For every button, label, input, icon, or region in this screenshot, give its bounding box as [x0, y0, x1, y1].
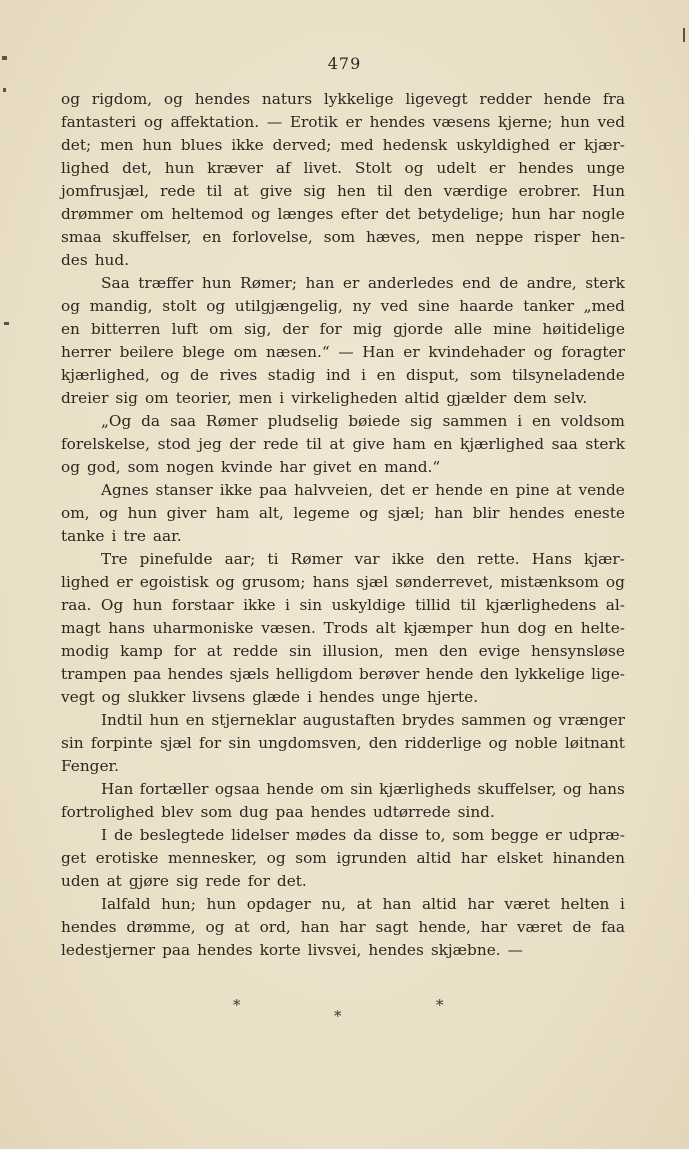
- text-line: Saa træffer hun Rømer; han er anderledes end de andre, sterk: [101, 274, 625, 292]
- text-line: en bitterren luft om sig, der for mig gjorde alle mine høitidelige: [61, 320, 625, 338]
- text-line: modig kamp for at redde sin illusion, men den evige hensynsløse: [61, 642, 625, 660]
- text-line: og mandig, stolt og utilgjængelig, ny ved sine haarde tanker „med: [61, 297, 625, 315]
- text-line: Agnes stanser ikke paa halvveien, det er hende en pine at vende: [101, 481, 625, 499]
- text-line: kjærlighed, og de rives stadig ind i en disput, som tilsyneladende: [61, 366, 625, 384]
- text-line: dreier sig om teorier, men i virkeligheden altid gjælder dem selv.: [61, 389, 588, 407]
- text-line: lighed er egoistisk og grusom; hans sjæl sønderrevet, mistænksom og: [61, 573, 625, 591]
- text-line: hendes drømme, og at ord, han har sagt hende, har været de faa: [61, 918, 625, 936]
- text-line: raa. Og hun forstaar ikke i sin uskyldige tillid til kjærlighedens al-: [61, 596, 625, 614]
- text-line: lighed det, hun kræver af livet. Stolt og udelt er hendes unge: [61, 159, 625, 177]
- margin-speck: [4, 322, 9, 325]
- text-line: get erotiske mennesker, og som igrunden altid har elsket hinanden: [61, 849, 625, 867]
- text-line: fortrolighed blev som dug paa hendes udtørrede sind.: [61, 803, 495, 821]
- text-line: drømmer om heltemod og længes efter det betydelige; hun har nogle: [61, 205, 625, 223]
- margin-speck: [683, 28, 685, 42]
- text-line: „Og da saa Rømer pludselig bøiede sig sammen i en voldsom: [101, 412, 625, 430]
- ornament-star: *: [334, 1007, 342, 1025]
- body-text: [61, 88, 625, 962]
- text-line: vegt og slukker livsens glæde i hendes unge hjerte.: [61, 688, 479, 706]
- text-line: Han fortæller ogsaa hende om sin kjærligheds skuffelser, og hans: [101, 780, 625, 798]
- text-line: og god, som nogen kvinde har givet en mand.“: [61, 458, 441, 476]
- text-line: I de beslegtede lidelser mødes da disse to, som begge er udpræ-: [101, 826, 625, 844]
- ornament-star: *: [233, 996, 241, 1014]
- text-line: uden at gjøre sig rede for det.: [61, 872, 307, 890]
- text-line: forelskelse, stod jeg der rede til at give ham en kjærlighed saa sterk: [61, 435, 625, 453]
- text-line: og rigdom, og hendes naturs lykkelige ligevegt redder hende fra: [61, 90, 625, 108]
- text-line: Indtil hun en stjerneklar augustaften brydes sammen og vrænger: [101, 711, 625, 729]
- text-line: des hud.: [61, 251, 130, 269]
- text-line: jomfrusjæl, rede til at give sig hen til den værdige erobrer. Hun: [61, 182, 625, 200]
- text-line: fantasteri og affektation. — Erotik er hendes væsens kjerne; hun ved: [61, 113, 625, 131]
- margin-speck: [3, 88, 6, 92]
- text-line: det; men hun blues ikke derved; med hedensk uskyldighed er kjær-: [61, 136, 625, 154]
- section-break-ornament: [0, 996, 689, 1026]
- text-line: herrer beilere blege om næsen.“ — Han er kvindehader og foragter: [61, 343, 625, 361]
- page-number: 479: [327, 54, 362, 73]
- text-line: sin forpinte sjæl for sin ungdomsven, den ridderlige og noble løitnant: [61, 734, 625, 752]
- text-line: Ialfald hun; hun opdager nu, at han altid har været helten i: [101, 895, 625, 913]
- text-line: trampen paa hendes sjæls helligdom berøver hende den lykkelige lige-: [61, 665, 625, 683]
- text-line: om, og hun giver ham alt, legeme og sjæl; han blir hendes eneste: [61, 504, 625, 522]
- text-line: magt hans uharmoniske væsen. Trods alt kjæmper hun dog en helte-: [61, 619, 625, 637]
- text-line: ledestjerner paa hendes korte livsvei, hendes skjæbne. —: [61, 941, 523, 959]
- text-line: Fenger.: [61, 757, 120, 775]
- text-line: tanke i tre aar.: [61, 527, 182, 545]
- ornament-star: *: [436, 996, 444, 1014]
- text-line: Tre pinefulde aar; ti Rømer var ikke den rette. Hans kjær-: [101, 550, 625, 568]
- text-line: smaa skuffelser, en forlovelse, som hæves, men neppe risper hen-: [61, 228, 625, 246]
